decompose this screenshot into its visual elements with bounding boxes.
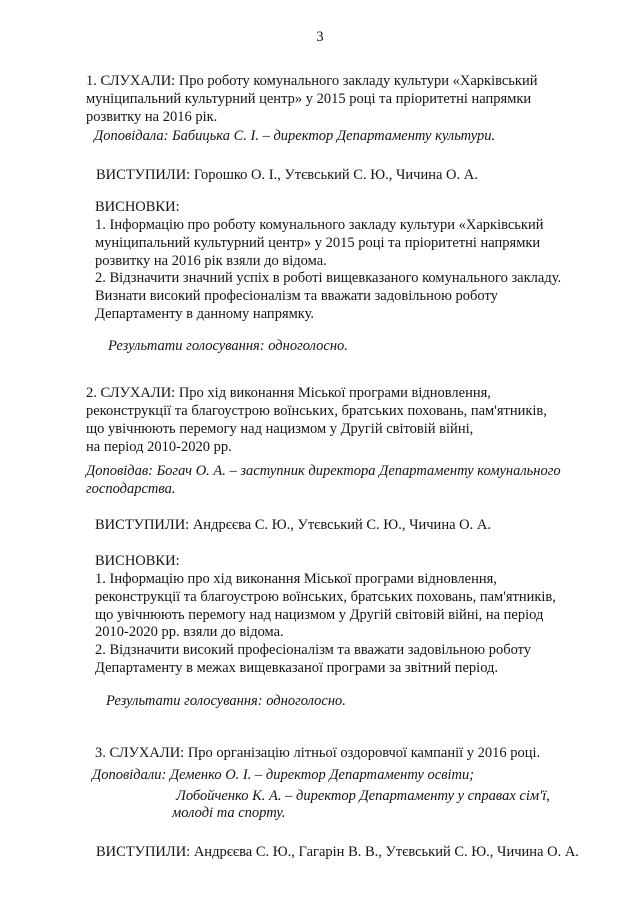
item3-speaker-line2: Лобойченко К. А. – директор Департаменту у справах сім'ї, xyxy=(176,788,550,804)
item1-conclusions-title: ВИСНОВКИ: xyxy=(95,199,180,215)
item3-speaker-line3: молоді та спорту. xyxy=(172,805,286,821)
item1-conclusion1-line3: розвитку на 2016 рік взяли до відома. xyxy=(95,253,327,269)
item2-conclusion2-line1: 2. Відзначити високий професіоналізм та вважати задовільною роботу xyxy=(95,642,532,658)
item2-conclusion2-line2: Департаменту в межах вищевказаної програми за звітний період. xyxy=(95,660,499,676)
item3-heard-line1: 3. СЛУХАЛИ: Про організацію літньої оздоровчої кампанії у 2016 році. xyxy=(95,745,541,761)
item3-speaker-line1: Доповідали: Деменко О. І. – директор Департаменту освіти; xyxy=(92,767,475,783)
item2-speaker-line2: господарства. xyxy=(86,481,176,497)
item1-speakers-line: ВИСТУПИЛИ: Горошко О. І., Утєвський С. Ю., Чичина О. А. xyxy=(96,167,478,183)
item2-vote-result: Результати голосування: одноголосно. xyxy=(106,693,346,709)
page-number: 3 xyxy=(316,29,324,45)
item2-conclusion1-line3: що увічнюють перемогу над нацизмом у Другій світовій війні, на період xyxy=(95,607,544,623)
item1-heard-line1: 1. СЛУХАЛИ: Про роботу комунального закладу культури «Харківський xyxy=(86,73,538,89)
item2-conclusion1-line1: 1. Інформацію про хід виконання Міської програми відновлення, xyxy=(95,571,497,587)
item2-conclusion1-line2: реконструкції та благоустрою воїнських, братських поховань, пам'ятників, xyxy=(95,589,556,605)
item2-heard-line4: на період 2010-2020 рр. xyxy=(86,439,232,455)
item1-heard-line3: розвитку на 2016 рік. xyxy=(86,109,218,125)
item2-heard-line2: реконструкції та благоустрою воїнських, братських поховань, пам'ятників, xyxy=(86,403,547,419)
item2-heard-line3: що увічнюють перемогу над нацизмом у Другій світовій війні, xyxy=(86,421,474,437)
item1-conclusion2-line1: 2. Відзначити значний успіх в роботі вищевказаного комунального закладу. xyxy=(95,270,562,286)
item1-conclusion1-line2: муніципальний культурний центр» у 2015 році та пріоритетні напрямки xyxy=(95,235,541,251)
item1-heard-line2: муніципальний культурний центр» у 2015 році та пріоритетні напрямки xyxy=(86,91,532,107)
item1-vote-result: Результати голосування: одноголосно. xyxy=(108,338,348,354)
item3-speakers-line: ВИСТУПИЛИ: Андрєєва С. Ю., Гагарін В. В., Утєвський С. Ю., Чичина О. А. xyxy=(96,844,579,860)
item2-heard-line1: 2. СЛУХАЛИ: Про хід виконання Міської програми відновлення, xyxy=(86,385,491,401)
item2-speaker-line1: Доповідав: Богач О. А. – заступник директора Департаменту комунального xyxy=(86,463,561,479)
item2-conclusions-title: ВИСНОВКИ: xyxy=(95,553,180,569)
item1-conclusion1-line1: 1. Інформацію про роботу комунального закладу культури «Харківський xyxy=(95,217,544,233)
item2-speakers-line: ВИСТУПИЛИ: Андрєєва С. Ю., Утєвський С. Ю., Чичина О. А. xyxy=(95,517,491,533)
item1-speaker: Доповідала: Бабицька С. І. – директор Департаменту культури. xyxy=(94,128,496,144)
item2-conclusion1-line4: 2010-2020 рр. взяли до відома. xyxy=(95,624,284,640)
item1-conclusion2-line3: Департаменту в данному напрямку. xyxy=(95,306,315,322)
item1-conclusion2-line2: Визнати високий професіоналізм та вважати задовільною роботу xyxy=(95,288,498,304)
